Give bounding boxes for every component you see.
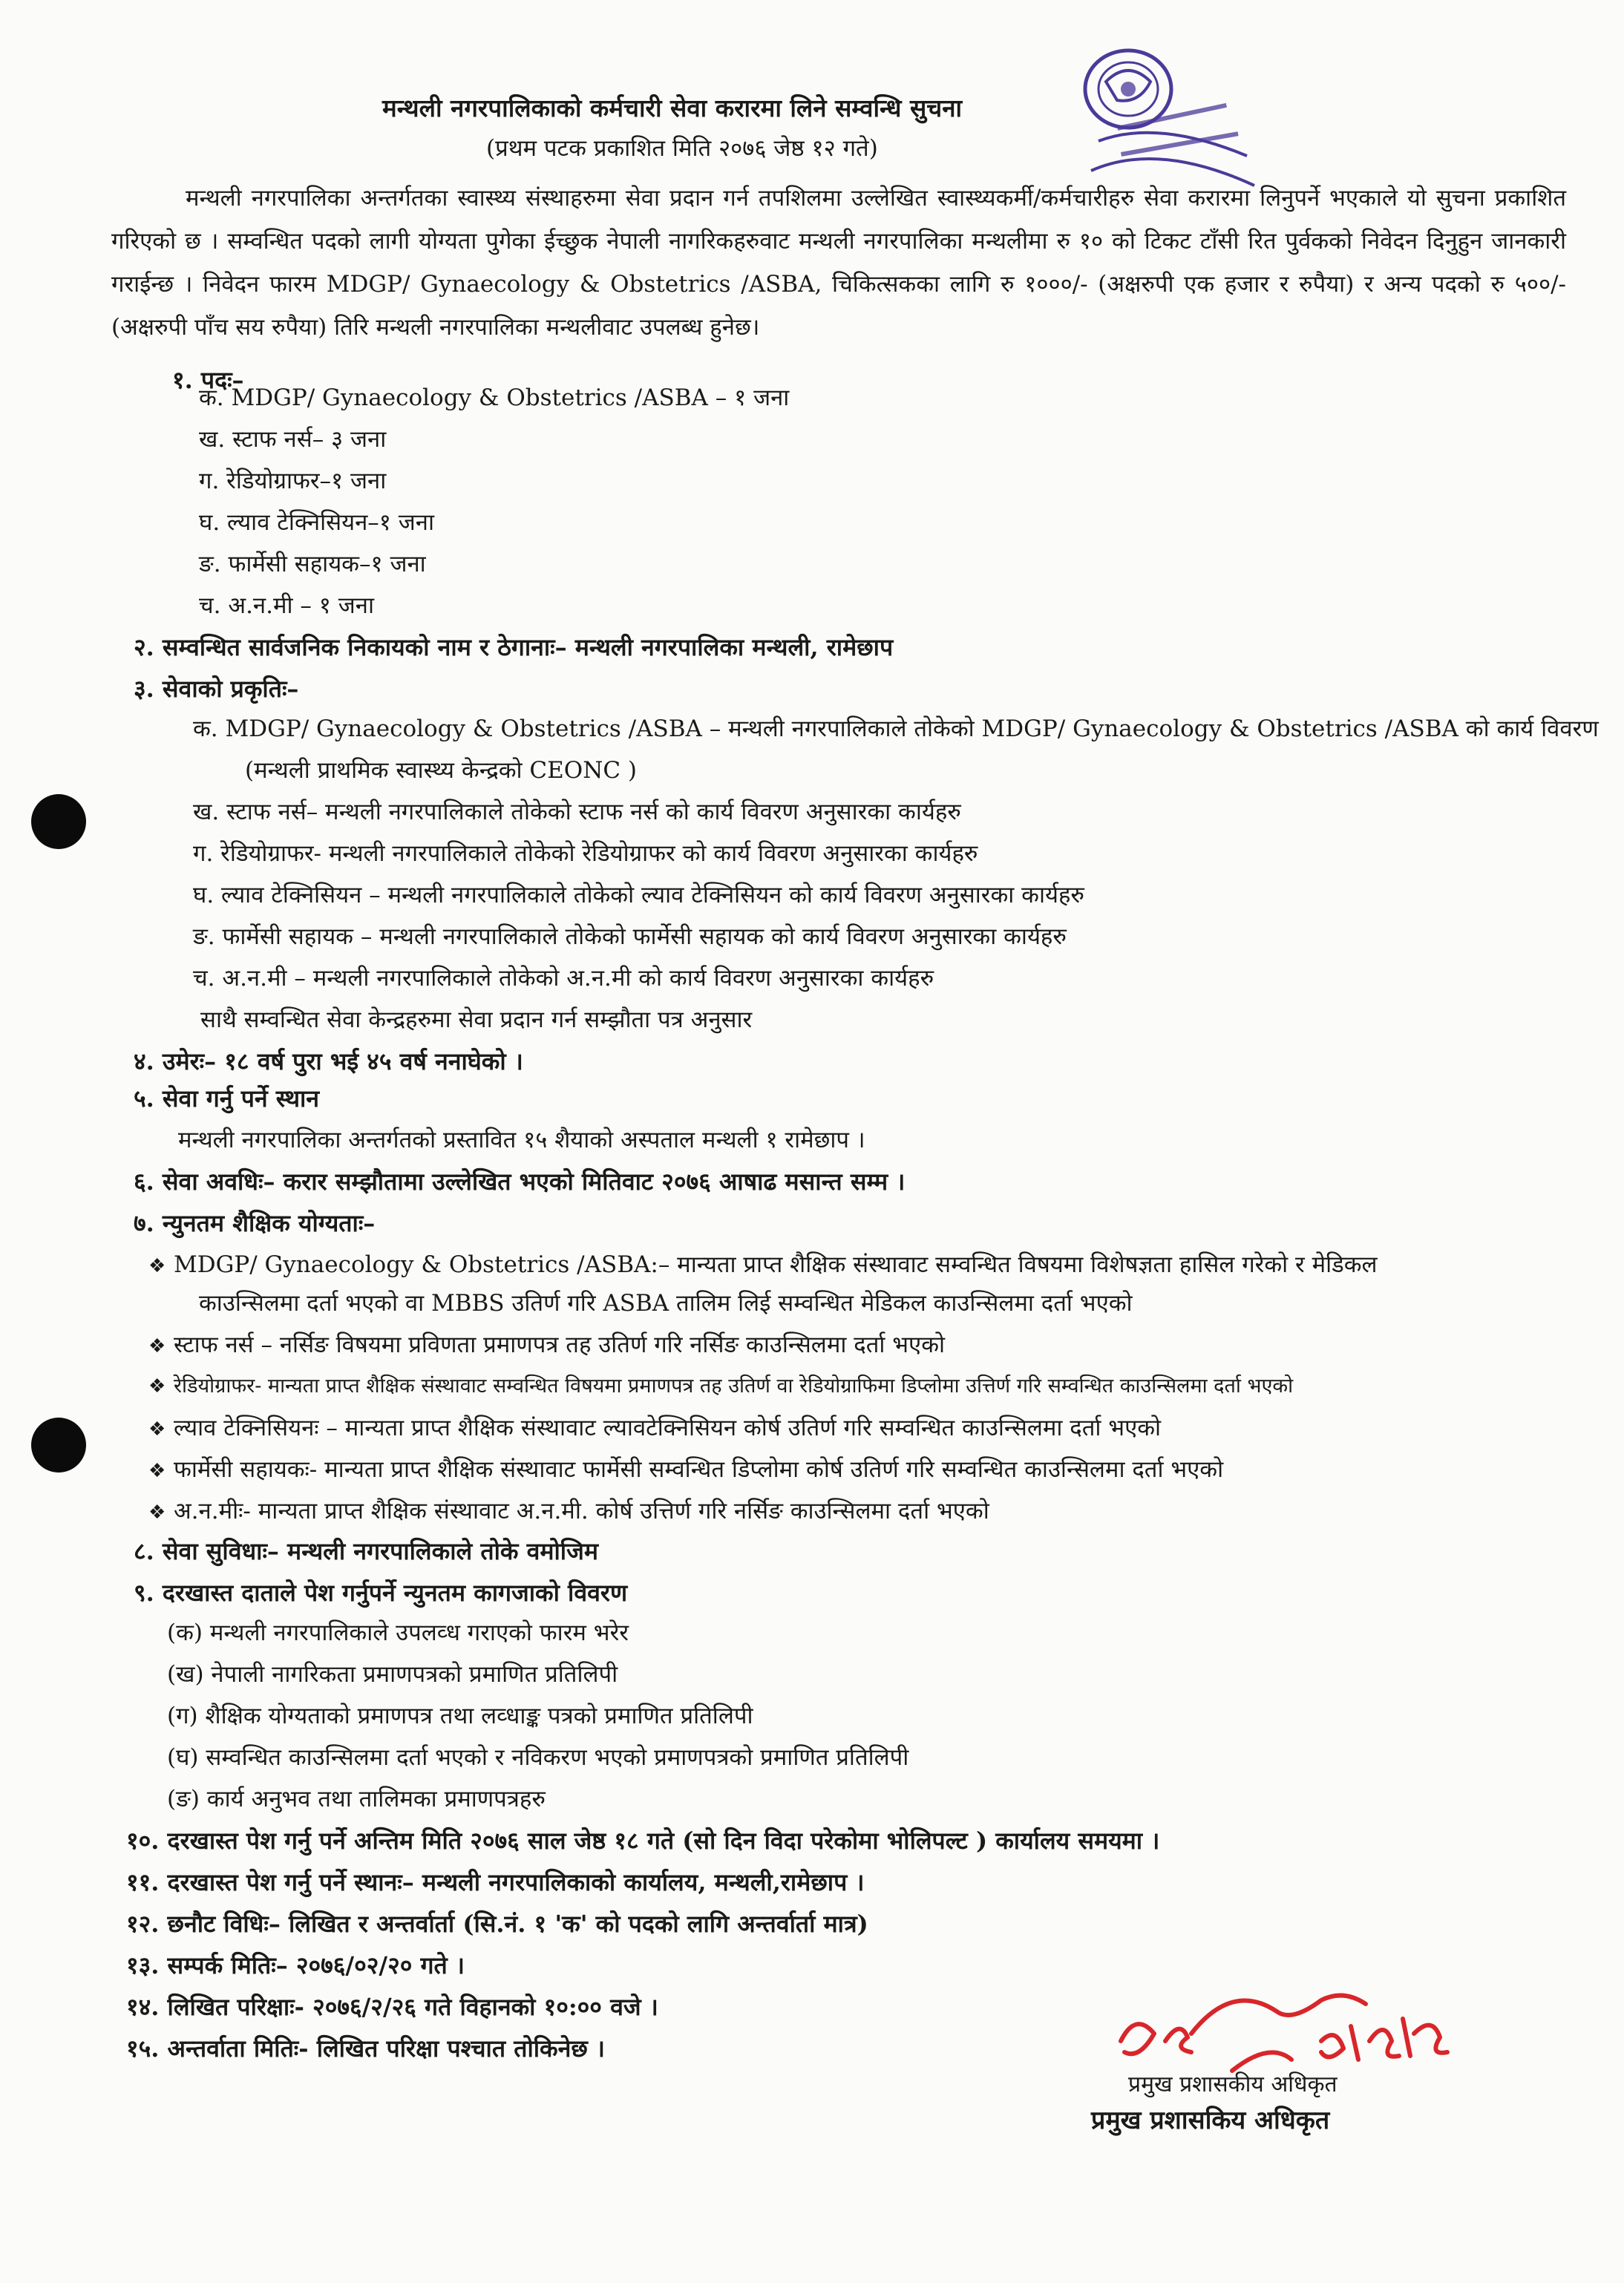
post-item: ङ. फार्मेसी सहायक–१ जना xyxy=(199,551,426,577)
section-14: १४. लिखित परिक्षाः- २०७६/२/२६ गते विहानको १०:०० वजे । xyxy=(126,1993,658,2021)
punch-hole xyxy=(31,1418,86,1473)
qualification-item: ❖ स्टाफ नर्स – नर्सिङ विषयमा प्रविणता प्रमाणपत्र तह उतिर्ण गरि नर्सिङ काउन्सिलमा दर्ता भएको xyxy=(148,1330,945,1361)
section-11: ११. दरखास्त पेश गर्नु पर्ने स्थानः– मन्थली नगरपालिकाको कार्यालय, मन्थली,रामेछाप । xyxy=(126,1868,865,1896)
bullet-diamond-icon: ❖ xyxy=(148,1335,166,1357)
post-item: ग. रेडियोग्राफर–१ जना xyxy=(199,468,387,494)
service-item: ङ. फार्मेसी सहायक – मन्थली नगरपालिकाले तोकेको फार्मेसी सहायक को कार्य विवरण अनुसारका कार्यहरु xyxy=(193,923,1067,950)
bullet-diamond-icon: ❖ xyxy=(148,1375,166,1398)
qualification-item: ❖ रेडियोग्राफर- मान्यता प्राप्त शैक्षिक संस्थावाट सम्वन्धित विषयमा प्रमाणपत्र तह उतिर्ण वा रेडियोग्राफिमा डिप्लोमा उत्तिर्ण गरि सम्वन्धित काउन्सिलमा दर्ता भएको xyxy=(148,1372,1293,1401)
service-item: क. MDGP/ Gynaecology & Obstetrics /ASBA – मन्थली नगरपालिकाले तोकेको MDGP/ Gynaecology & Obstetrics /ASBA को कार्य विवरण xyxy=(193,715,1599,742)
section-9-heading: ९. दरखास्त दाताले पेश गर्नुपर्ने न्युनतम कागजाको विवरण xyxy=(134,1579,628,1607)
notice-subtitle: (प्रथम पटक प्रकाशित मिति २०७६ जेष्ठ १२ गते) xyxy=(486,135,878,162)
section-7-heading: ७. न्युनतम शैक्षिक योग्यताः– xyxy=(134,1209,376,1237)
post-item: च. अ.न.मी – १ जना xyxy=(199,592,374,619)
service-item: च. अ.न.मी – मन्थली नगरपालिकाले तोकेको अ.न.मी को कार्य विवरण अनुसारका कार्यहरु xyxy=(193,965,934,992)
section-10: १०. दरखास्त पेश गर्नु पर्ने अन्तिम मिति २०७६ साल जेष्ठ १८ गते (सो दिन विदा परेकोमा भोलिपल्ट ) कार्यालय समयमा । xyxy=(126,1827,1160,1855)
section-3-heading: ३. सेवाको प्रकृतिः– xyxy=(134,675,299,703)
bullet-diamond-icon: ❖ xyxy=(148,1255,166,1277)
service-item: (मन्थली प्राथमिक स्वास्थ्य केन्द्रको CEONC ) xyxy=(245,757,637,784)
service-item: ख. स्टाफ नर्स– मन्थली नगरपालिकाले तोकेको स्टाफ नर्स को कार्य विवरण अनुसारका कार्यहरु xyxy=(193,799,961,825)
qualification-item: ❖ ल्याव टेक्निसियनः – मान्यता प्राप्त शैक्षिक संस्थावाट ल्यावटेक्निसियन कोर्ष उतिर्ण गरि सम्वन्धित काउन्सिलमा दर्ता भएको xyxy=(148,1413,1161,1444)
document-item: (ग) शैक्षिक योग्यताको प्रमाणपत्र तथा लव्धाङ्क पत्रको प्रमाणित प्रतिलिपी xyxy=(167,1703,753,1729)
section-12: १२. छनौट विधिः– लिखित र अन्तर्वार्ता (सि.नं. १ 'क' को पदको लागि अन्तर्वार्ता मात्र) xyxy=(126,1910,868,1938)
qualification-item: ❖ अ.न.मीः- मान्यता प्राप्त शैक्षिक संस्थावाट अ.न.मी. कोर्ष उत्तिर्ण गरि नर्सिङ काउन्सिलमा दर्ता भएको xyxy=(148,1496,989,1527)
post-item: क. MDGP/ Gynaecology & Obstetrics /ASBA – १ जना xyxy=(199,384,790,411)
qualification-item-continued: काउन्सिलमा दर्ता भएको वा MBBS उतिर्ण गरि ASBA तालिम लिई सम्वन्धित मेडिकल काउन्सिलमा दर्ता भएको xyxy=(199,1290,1133,1317)
bullet-diamond-icon: ❖ xyxy=(148,1418,166,1441)
signatory-title-small: प्रमुख प्रशासकीय अधिकृत xyxy=(1128,2071,1337,2097)
signatory-title: प्रमुख प्रशासकिय अधिकृत xyxy=(1091,2106,1330,2135)
post-item: घ. ल्याव टेक्निसियन–१ जना xyxy=(199,509,435,536)
section-1-heading: १. पदः– xyxy=(172,366,244,394)
qualification-item: ❖ फार्मेसी सहायकः- मान्यता प्राप्त शैक्षिक संस्थावाट फार्मेसी सम्वन्धित डिप्लोमा कोर्ष उतिर्ण गरि सम्वन्धित काउन्सिलमा दर्ता भएको xyxy=(148,1455,1223,1486)
document-item: (ख) नेपाली नागरिकता प्रमाणपत्रको प्रमाणित प्रतिलिपी xyxy=(167,1661,618,1688)
document-item: (क) मन्थली नगरपालिकाले उपलव्ध गराएको फारम भरेर xyxy=(167,1619,629,1646)
municipality-seal-icon xyxy=(1047,30,1262,200)
section-13: १३. सम्पर्क मितिः– २०७६/०२/२० गते । xyxy=(126,1951,465,1979)
document-item: (घ) सम्वन्धित काउन्सिलमा दर्ता भएको र नविकरण भएको प्रमाणपत्रको प्रमाणित प्रतिलिपी xyxy=(167,1744,909,1771)
section-5-heading: ५. सेवा गर्नु पर्ने स्थान xyxy=(134,1084,320,1113)
service-note: साथै सम्वन्धित सेवा केन्द्रहरुमा सेवा प्रदान गर्न सम्झौता पत्र अनुसार xyxy=(200,1006,753,1033)
section-4: ४. उमेरः– १८ वर्ष पुरा भई ४५ वर्ष ननाघेको । xyxy=(134,1047,523,1075)
document-item: (ङ) कार्य अनुभव तथा तालिमका प्रमाणपत्रहरु xyxy=(167,1786,546,1812)
handwritten-signature-icon xyxy=(1099,1930,1455,2086)
bullet-diamond-icon: ❖ xyxy=(148,1501,166,1524)
notice-title: मन्थली नगरपालिकाको कर्मचारी सेवा करारमा लिने सम्वन्धि सुचना xyxy=(382,94,963,122)
section-6: ६. सेवा अवधिः– करार सम्झौतामा उल्लेखित भएको मितिवाट २०७६ आषाढ मसान्त सम्म । xyxy=(134,1167,906,1196)
intro-text: मन्थली नगरपालिका अन्तर्गतका स्वास्थ्य संस्थाहरुमा सेवा प्रदान गर्न तपशिलमा उल्लेखित स्वास्थ्यकर्मी/कर्मचारीहरु सेवा करारमा लिनुपर्ने भएकाले यो सुचना प्रकाशित गरिएको छ । सम्वन्धित पदको लागी योग्यता पुगेका ईच्छुक नेपाली नागरिकहरुवाट मन्थली नगरपालिका मन्थलीमा रु १० को टिकट टाँसी रित पुर्वकको निवेदन दिनुहुन जानकारी गराईन्छ । निवेदन फारम MDGP/ Gynaecology & Obstetrics /ASBA, चिकित्सकका लागि रु १०००/- (अक्षरुपी एक हजार र रुपैया) र अन्य पदको रु ५००/- (अक्षरुपी पाँच सय रुपैया) तिरि मन्थली नगरपालिका मन्थलीवाट उपलब्ध हुनेछ। xyxy=(111,185,1566,341)
section-15: १५. अन्तर्वाता मितिः- लिखित परिक्षा पश्चात तोकिनेछ । xyxy=(126,2034,606,2063)
section-5-text: मन्थली नगरपालिका अन्तर्गतको प्रस्तावित १५ शैयाको अस्पताल मन्थली १ रामेछाप । xyxy=(178,1127,865,1153)
service-item: ग. रेडियोग्राफर- मन्थली नगरपालिकाले तोकेको रेडियोग्राफर को कार्य विवरण अनुसारका कार्यहरु xyxy=(193,840,978,867)
intro-paragraph xyxy=(111,177,1566,349)
post-item: ख. स्टाफ नर्स– ३ जना xyxy=(199,426,387,453)
bullet-diamond-icon: ❖ xyxy=(148,1460,166,1482)
section-8: ८. सेवा सुविधाः– मन्थली नगरपालिकाले तोके वमोजिम xyxy=(134,1537,598,1565)
punch-hole xyxy=(31,794,86,849)
section-2: २. सम्वन्धित सार्वजनिक निकायको नाम र ठेगानाः– मन्थली नगरपालिका मन्थली, रामेछाप xyxy=(134,633,894,661)
qualification-item: ❖ MDGP/ Gynaecology & Obstetrics /ASBA:– मान्यता प्राप्त शैक्षिक संस्थावाट सम्वन्धित विषयमा विशेषज्ञता हासिल गरेको र मेडिकल xyxy=(148,1250,1378,1281)
service-item: घ. ल्याव टेक्निसियन – मन्थली नगरपालिकाले तोकेको ल्याव टेक्निसियन को कार्य विवरण अनुसारका कार्यहरु xyxy=(193,882,1084,908)
